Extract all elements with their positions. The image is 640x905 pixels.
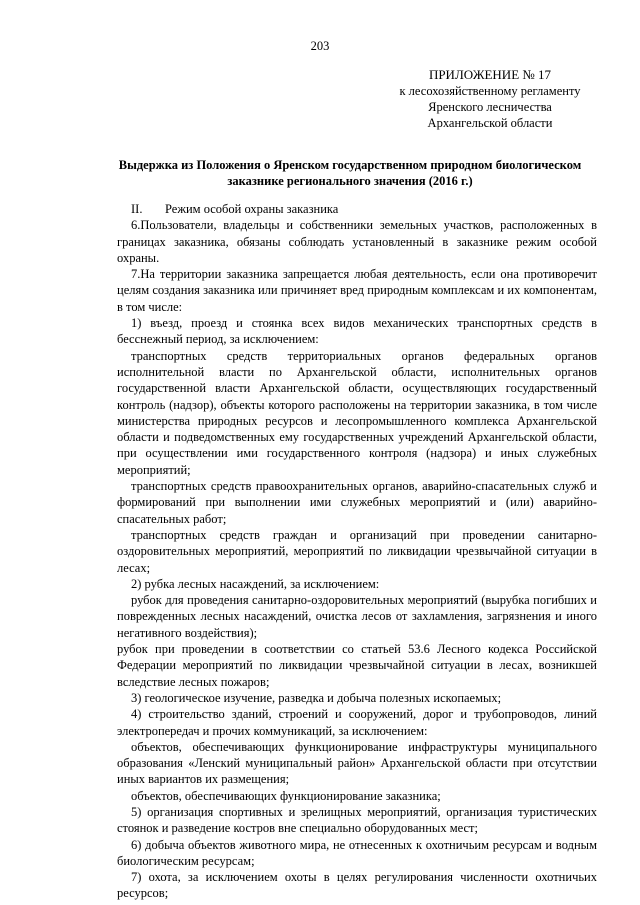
paragraph: рубок для проведения санитарно-оздоровительных мероприятий (вырубка погибших и поврежденных лесных насаждений, очистка лесов от захламления, загрязнения и иного негативного воздействия); xyxy=(117,593,597,640)
paragraph: 1) въезд, проезд и стоянка всех видов механических транспортных средств в бесснежный период, за исключением: xyxy=(117,316,597,347)
appendix-title: ПРИЛОЖЕНИЕ № 17 xyxy=(428,67,552,82)
document-title xyxy=(100,157,600,189)
document-body xyxy=(117,201,597,902)
document-title-line: заказнике регионального значения (2016 г.) xyxy=(227,174,473,188)
paragraph: 3) геологическое изучение, разведка и добыча полезных ископаемых; xyxy=(131,690,502,705)
paragraph: 7.На территории заказника запрещается любая деятельность, если она противоречит целям создания заказника или причиняет вред природным комплексам и их компонентам, в том числе: xyxy=(117,267,597,314)
paragraph: рубок при проведении в соответствии со статьей 53.6 Лесного кодекса Российской Федерации мероприятий по ликвидации чрезвычайной ситуации в лесах, возникшей вследствие лесных пожаров; xyxy=(117,642,597,689)
appendix-block xyxy=(380,67,600,131)
paragraph: 2) рубка лесных насаждений, за исключением: xyxy=(131,576,380,591)
appendix-line: Яренского лесничества xyxy=(428,100,552,114)
paragraph: объектов, обеспечивающих функционирование инфраструктуры муниципального образования «Ленский муниципальный район» Архангельской области при отсутствии иных вариантов их размещения; xyxy=(117,739,597,787)
paragraph: транспортных средств граждан и организаций при проведении санитарно-оздоровительных мероприятий, мероприятий по ликвидации чрезвычайной ситуации в лесах; xyxy=(117,527,597,575)
section-heading xyxy=(131,201,597,217)
appendix-line: Архангельской области xyxy=(427,116,553,130)
paragraph: транспортных средств правоохранительных органов, аварийно-спасательных служб и формирований при выполнении ими служебных мероприятий и (или) аварийно-спасательных работ; xyxy=(117,479,597,526)
paragraph: 7) охота, за исключением охоты в целях регулирования численности охотничьих ресурсов; xyxy=(117,870,597,901)
paragraph: 6) добыча объектов животного мира, не отнесенных к охотничьим ресурсам и водным биологическим ресурсам; xyxy=(117,837,597,868)
document-title-line: Выдержка из Положения о Яренском государственном природном биологическом xyxy=(118,158,582,172)
page-number: 203 xyxy=(310,39,330,53)
paragraph: 6.Пользователи, владельцы и собственники земельных участков, расположенных в границах заказника, обязаны соблюдать установленный в заказнике режим особой охраны. xyxy=(117,218,597,265)
paragraph: объектов, обеспечивающих функционирование заказника; xyxy=(131,788,441,803)
paragraph: 4) строительство зданий, строений и сооружений, дорог и трубопроводов, линий электропередач и прочих коммуникаций, за исключением: xyxy=(117,707,597,738)
paragraph: 5) организация спортивных и зрелищных мероприятий, организация туристических стоянок и разведение костров вне специально оборудованных мест; xyxy=(117,804,597,836)
appendix-line: к лесохозяйственному регламенту xyxy=(399,84,581,98)
section-number: II. xyxy=(131,202,143,216)
section-title: Режим особой охраны заказника xyxy=(165,202,339,216)
paragraph: транспортных средств территориальных органов федеральных органов исполнительной власти по Архангельской области, исполнительных органов государственной власти Архангельской области, осуществляющих государственный контроль (надзор), объекты которого расположены на территории заказника, в том числе министерства природных ресурсов и лесопромышленного комплекса Архангельской области и подведомственных ему государственных учреждений Архангельской области, при осуществлении ими государственного контроля (надзора) и иных служебных мероприятий; xyxy=(117,348,597,477)
